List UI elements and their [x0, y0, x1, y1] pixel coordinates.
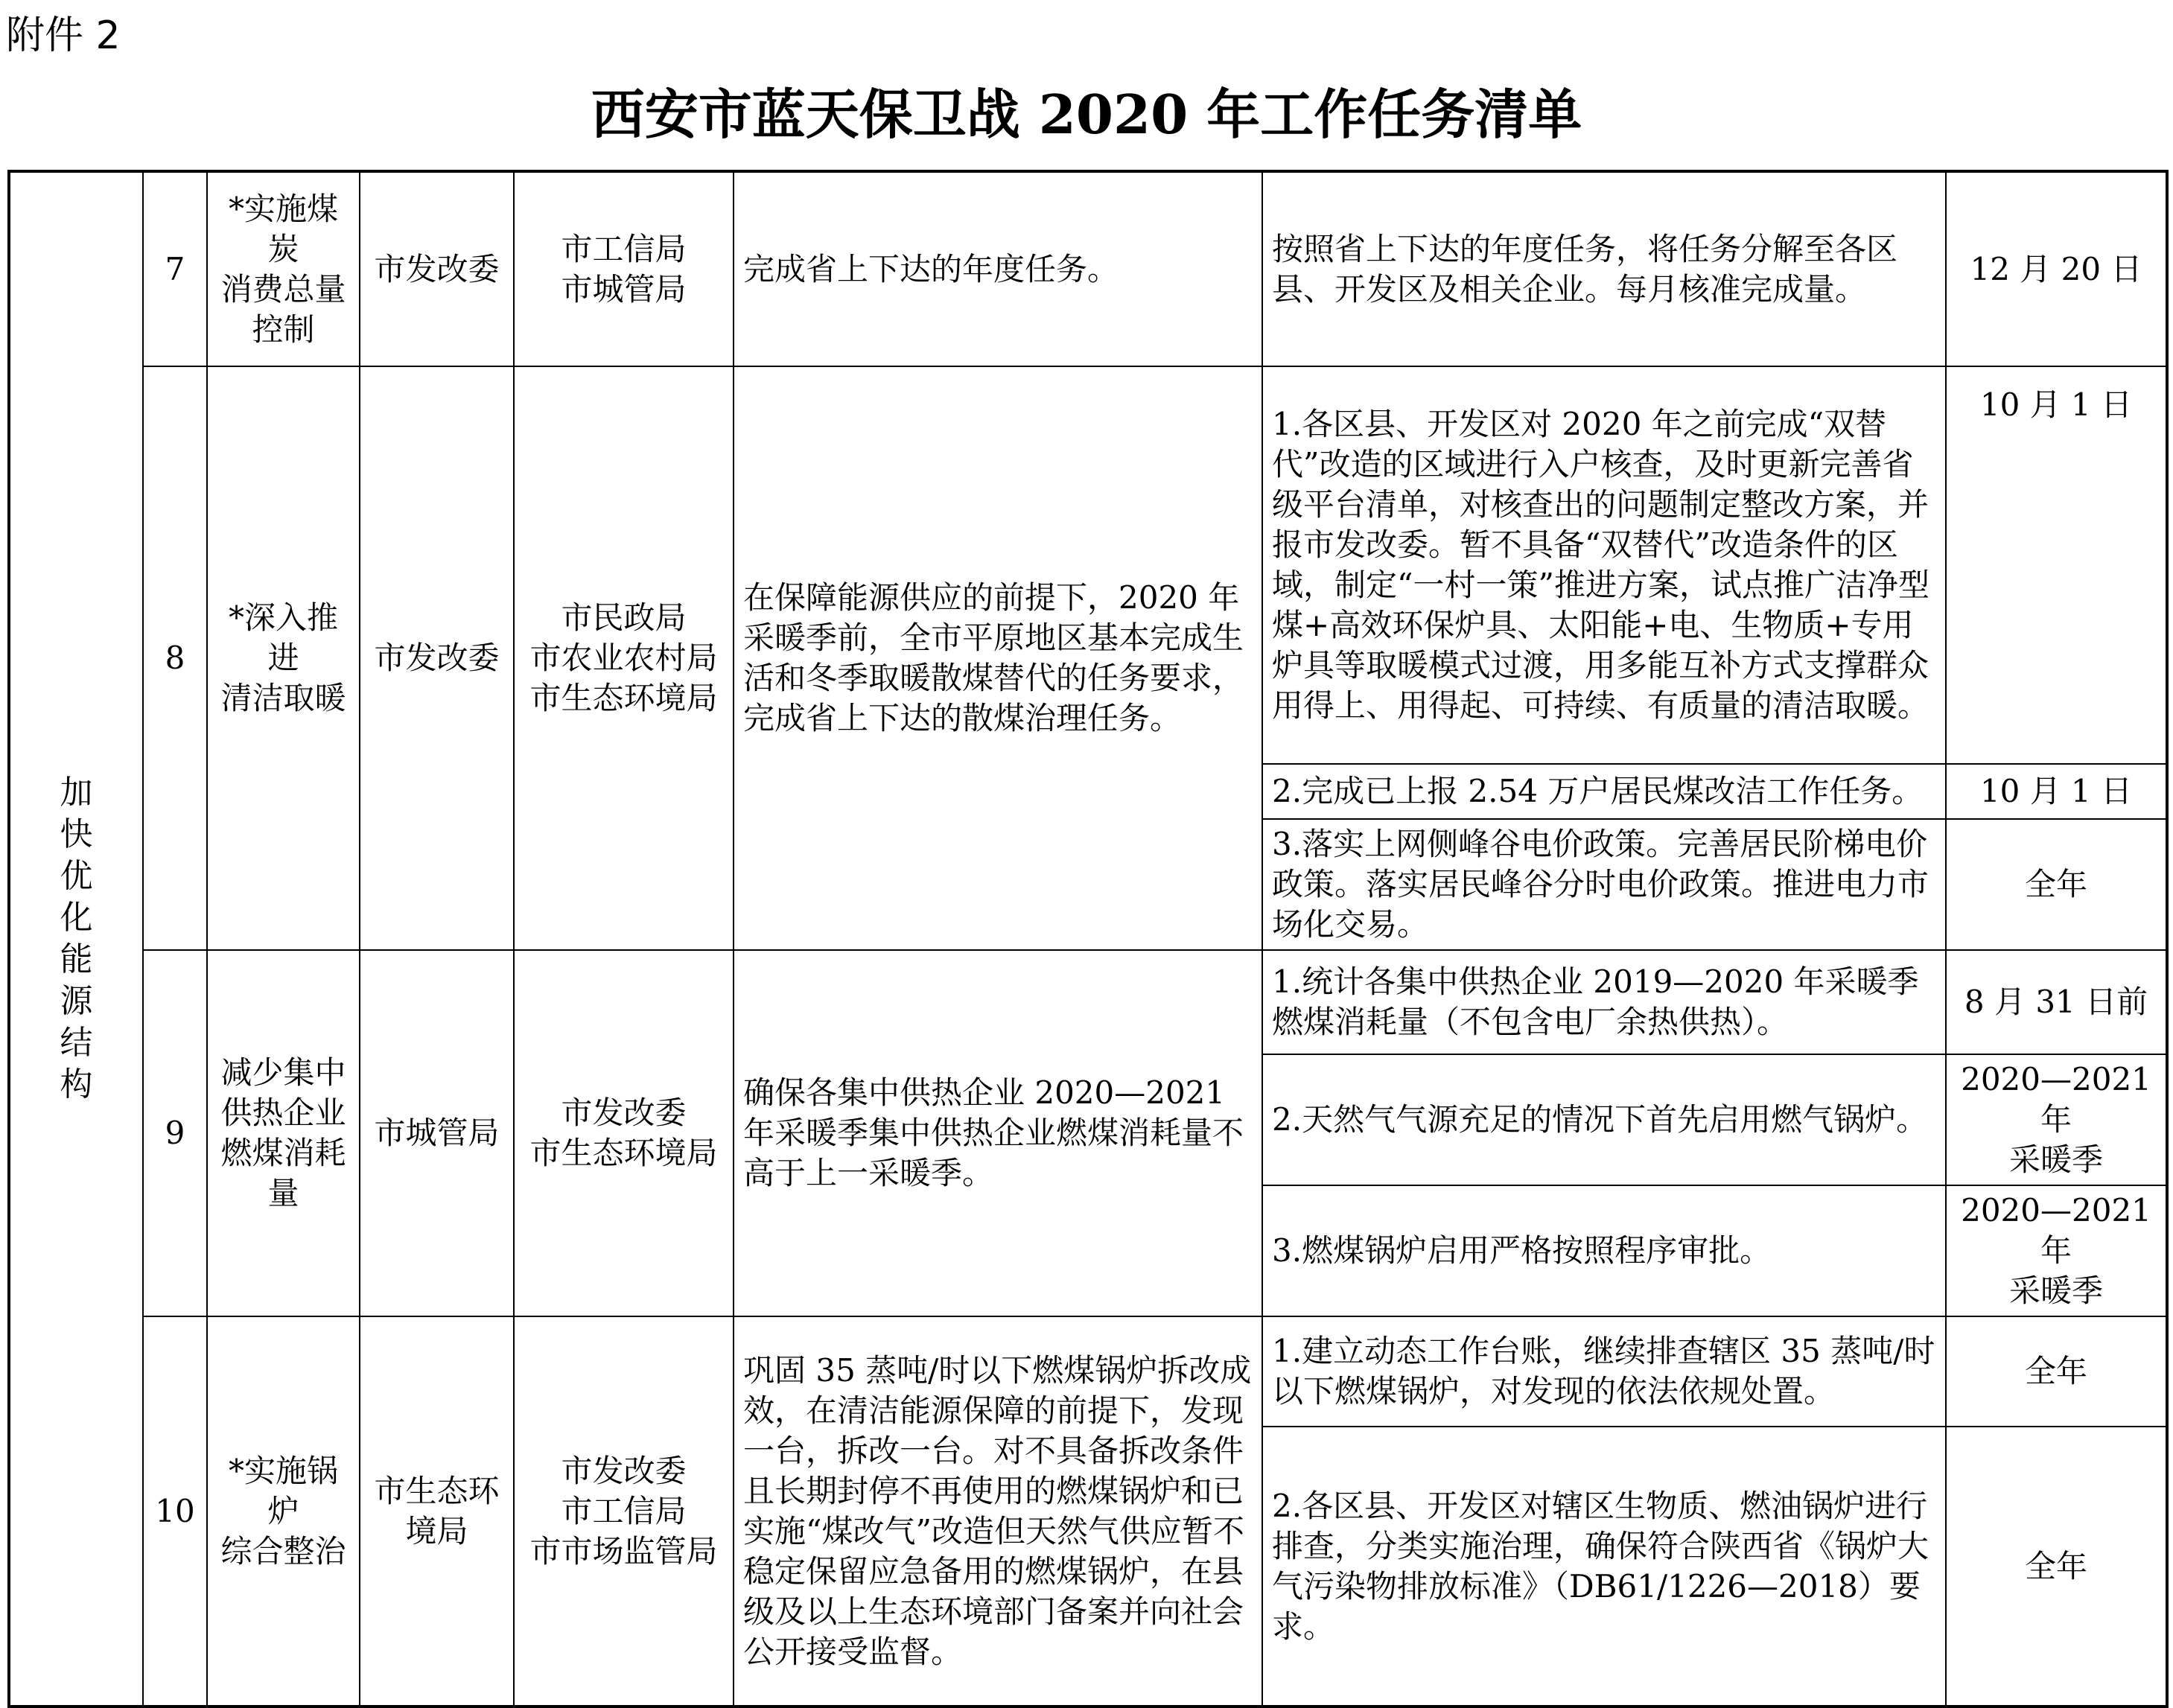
- cooperating-units: 市工信局 市城管局: [514, 171, 734, 366]
- task-deadline: 2020—2021 年 采暖季: [1946, 1054, 2167, 1185]
- task-measure: 1.各区县、开发区对 2020 年之前完成“双替代”改造的区域进行入户核查，及时更新完善省级平台清单，对核查出的问题制定整改方案，并报市发改委。暂不具备“双替代”改造条件的区域，制定“一村一策”推进方案，试点推广洁净型煤+高效环保炉具、太阳能+电、生物质+专用炉具等取暖模式过渡，用多能互补方式支撑群众用得上、用得起、可持续、有质量的清洁取暖。: [1262, 366, 1946, 764]
- cooperating-units: 市发改委 市生态环境局: [514, 950, 734, 1316]
- task-measure: 2.完成已上报 2.54 万户居民煤改洁工作任务。: [1262, 764, 1946, 819]
- table-row: [9, 171, 2167, 366]
- task-number: 9: [143, 950, 207, 1316]
- task-deadline: 10 月 1 日: [1946, 366, 2167, 764]
- task-deadline: 8 月 31 日前: [1946, 950, 2167, 1054]
- task-deadline: 全年: [1946, 1316, 2167, 1427]
- task-goal: 确保各集中供热企业 2020—2021 年采暖季集中供热企业燃煤消耗量不高于上一采暖季。: [734, 950, 1262, 1316]
- category-label: 加快优化能源结构: [60, 774, 93, 1103]
- task-goal: 在保障能源供应的前提下，2020 年采暖季前，全市平原地区基本完成生活和冬季取暖散煤替代的任务要求，完成省上下达的散煤治理任务。: [734, 366, 1262, 950]
- task-number: 8: [143, 366, 207, 950]
- table-row: [9, 1316, 2167, 1427]
- lead-unit: 市生态环 境局: [360, 1316, 514, 1707]
- task-name: *深入推 进 清洁取暖: [207, 366, 360, 950]
- task-number: 7: [143, 171, 207, 366]
- task-measure: 1.统计各集中供热企业 2019—2020 年采暖季燃煤消耗量（不包含电厂余热供热）。: [1262, 950, 1946, 1054]
- task-measure: 3.燃煤锅炉启用严格按照程序审批。: [1262, 1185, 1946, 1316]
- task-name: 减少集中 供热企业 燃煤消耗 量: [207, 950, 360, 1316]
- table-row: [9, 366, 2167, 764]
- task-name: *实施煤 炭 消费总量 控制: [207, 171, 360, 366]
- task-deadline: 10 月 1 日: [1946, 764, 2167, 819]
- task-goal: 完成省上下达的年度任务。: [734, 171, 1262, 366]
- task-measure: 3.落实上网侧峰谷电价政策。完善居民阶梯电价政策。落实居民峰谷分时电价政策。推进电力市场化交易。: [1262, 819, 1946, 950]
- task-measure: 按照省上下达的年度任务，将任务分解至各区县、开发区及相关企业。每月核准完成量。: [1262, 171, 1946, 366]
- cooperating-units: 市民政局 市农业农村局 市生态环境局: [514, 366, 734, 950]
- lead-unit: 市发改委: [360, 171, 514, 366]
- table-row: [9, 950, 2167, 1054]
- task-table: [7, 170, 2169, 1708]
- task-deadline: 2020—2021 年 采暖季: [1946, 1185, 2167, 1316]
- task-measure: 2.天然气气源充足的情况下首先启用燃气锅炉。: [1262, 1054, 1946, 1185]
- lead-unit: 市城管局: [360, 950, 514, 1316]
- task-deadline: 12 月 20 日: [1946, 171, 2167, 366]
- task-number: 10: [143, 1316, 207, 1707]
- document-title: 西安市蓝天保卫战 2020 年工作任务清单: [591, 83, 1582, 146]
- task-goal: 巩固 35 蒸吨/时以下燃煤锅炉拆改成效，在清洁能源保障的前提下，发现一台，拆改一台。对不具备拆改条件且长期封停不再使用的燃煤锅炉和已实施“煤改气”改造但天然气供应暂不稳定保留应急备用的燃煤锅炉，在县级及以上生态环境部门备案并向社会公开接受监督。: [734, 1316, 1262, 1707]
- task-deadline: 全年: [1946, 1427, 2167, 1707]
- task-name: *实施锅 炉 综合整治: [207, 1316, 360, 1707]
- category-cell: [9, 171, 143, 1707]
- cooperating-units: 市发改委 市工信局 市市场监管局: [514, 1316, 734, 1707]
- attachment-label: 附件 2: [6, 13, 121, 58]
- lead-unit: 市发改委: [360, 366, 514, 950]
- task-measure: 1.建立动态工作台账，继续排查辖区 35 蒸吨/时以下燃煤锅炉，对发现的依法依规处置。: [1262, 1316, 1946, 1427]
- task-measure: 2.各区县、开发区对辖区生物质、燃油锅炉进行排查，分类实施治理，确保符合陕西省《锅炉大气污染物排放标准》（DB61/1226—2018）要求。: [1262, 1427, 1946, 1707]
- task-deadline: 全年: [1946, 819, 2167, 950]
